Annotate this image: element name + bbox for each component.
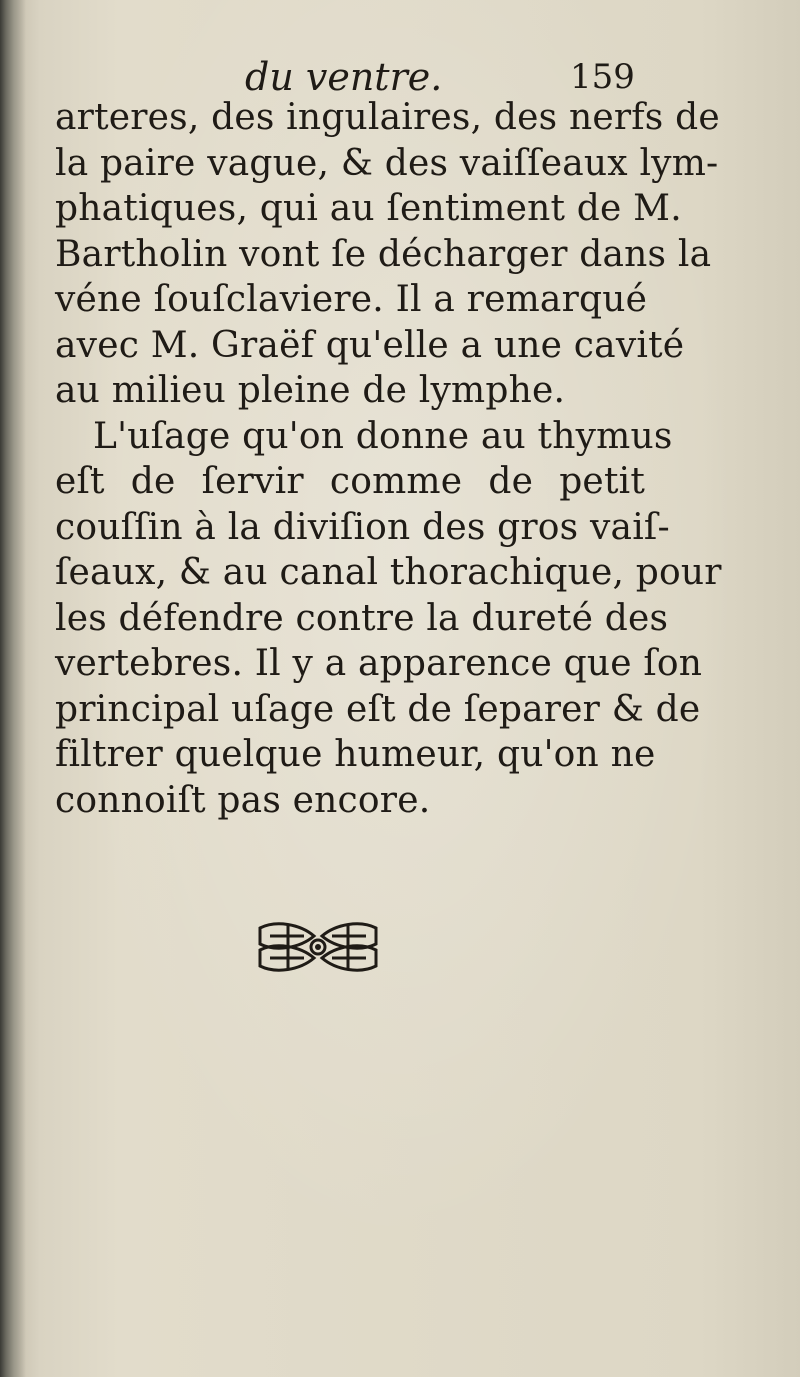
text-line: Bartholin vont ſe décharger dans la	[55, 233, 712, 275]
page-number: 159	[570, 57, 635, 97]
text-line: couſſin à la diviſion des gros vaiſ-	[55, 506, 670, 548]
text-line: ſeaux, & au canal thorachique, pour	[55, 552, 722, 593]
text-line: avec M. Graëf qu'elle a une cavité	[55, 324, 685, 366]
text-line: au milieu pleine de lymphe.	[55, 370, 566, 411]
text-line: principal uſage eſt de ſeparer & de	[55, 688, 701, 730]
binding-gutter-shadow	[0, 0, 26, 1377]
text-line: filtrer quelque humeur, qu'on ne	[55, 734, 656, 775]
body-text	[55, 95, 722, 823]
text-line: vertebres. Il y a apparence que ſon	[55, 643, 703, 684]
text-line: la paire vague, & des vaiſſeaux lym-	[55, 142, 719, 184]
text-line: véne ſouſclaviere. Il a remarqué	[55, 279, 648, 320]
text-line: les défendre contre la dureté des	[55, 597, 669, 639]
text-line: arteres, des ingulaires, des nerfs de	[55, 97, 720, 138]
text-line: eſt de ſervir comme de petit	[55, 461, 645, 502]
text-line: L'uſage qu'on donne au thymus	[93, 415, 673, 457]
text-line: connoiſt pas encore.	[55, 779, 431, 821]
text-line: phatiques, qui au ſentiment de M.	[55, 188, 682, 229]
show-through-bleed	[60, 770, 760, 1310]
running-title: du ventre.	[245, 55, 443, 99]
